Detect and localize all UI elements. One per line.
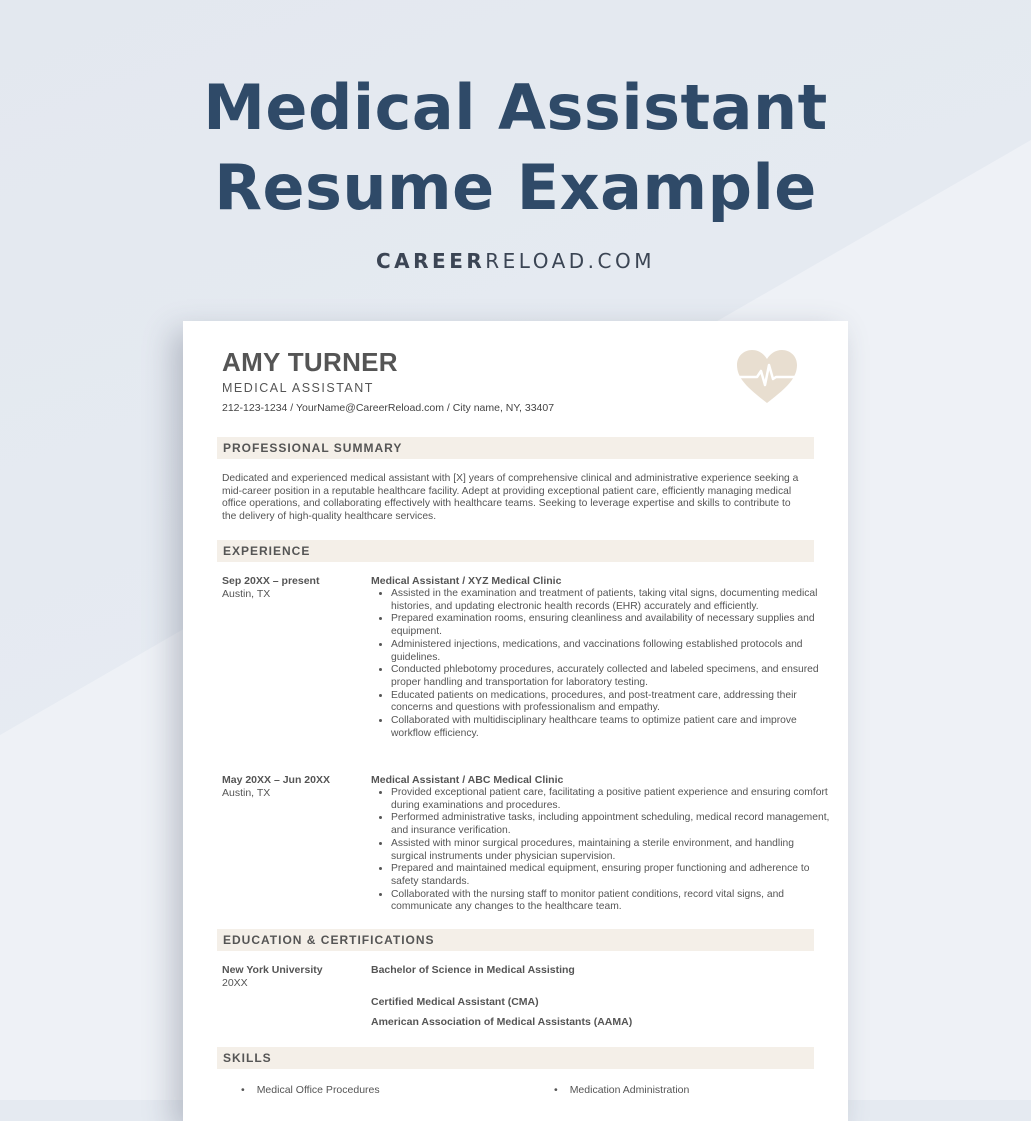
cert-title: Certified Medical Assistant (CMA) bbox=[371, 996, 539, 1008]
skill-item bbox=[241, 1084, 380, 1096]
section-education-title: EDUCATION & CERTIFICATIONS bbox=[223, 933, 435, 947]
job-bullet: • Educated patients on medications, procedures, and post-treatment care, addressing their concerns and questions with professionalism and empathy. bbox=[391, 690, 831, 715]
section-education-header bbox=[217, 929, 814, 951]
job-bullet: • Assisted with minor surgical procedures, maintaining a sterile environment, and handling surgical instruments under physician supervision. bbox=[391, 838, 831, 863]
section-summary-title: PROFESSIONAL SUMMARY bbox=[223, 441, 403, 455]
section-skills-title: SKILLS bbox=[223, 1051, 272, 1065]
resume-contact: 212-123-1234 / YourName@CareerReload.com / City name, NY, 33407 bbox=[222, 402, 555, 414]
headline-line-2: Resume Example bbox=[214, 151, 817, 224]
page-headline bbox=[0, 68, 1031, 228]
resume-role: MEDICAL ASSISTANT bbox=[222, 381, 374, 395]
job-bullet: • Prepared examination rooms, ensuring cleanliness and availability of necessary supplies and equipment. bbox=[391, 613, 831, 638]
skill-label: Medication Administration bbox=[569, 1084, 690, 1096]
job-bullet: • Administered injections, medications, and vaccinations following established protocols and guidelines. bbox=[391, 639, 831, 664]
resume-page bbox=[183, 321, 848, 1121]
section-experience-header bbox=[217, 540, 814, 562]
brand-light: RELOAD.COM bbox=[485, 249, 656, 273]
brand-bold: CAREER bbox=[375, 249, 486, 273]
job-title: Medical Assistant / XYZ Medical Clinic bbox=[371, 575, 562, 587]
job-bullets bbox=[371, 588, 831, 740]
job-dates: Sep 20XX – present bbox=[222, 575, 320, 587]
job-location: Austin, TX bbox=[222, 787, 271, 799]
job-bullet: • Collaborated with the nursing staff to monitor patient conditions, record vital signs, and communicate any changes to the healthcare team. bbox=[391, 889, 831, 914]
skill-item bbox=[554, 1084, 689, 1096]
job-dates: May 20XX – Jun 20XX bbox=[222, 774, 330, 786]
cert-org: American Association of Medical Assistants (AAMA) bbox=[371, 1016, 633, 1028]
heart-pulse-icon bbox=[735, 349, 799, 405]
bullet-icon: • bbox=[554, 1084, 558, 1096]
job-bullet: • Assisted in the examination and treatment of patients, taking vital signs, documenting medical histories, and updating electronic health records (EHR) accurately and efficiently. bbox=[391, 588, 831, 613]
edu-degree: Bachelor of Science in Medical Assisting bbox=[371, 964, 575, 976]
headline-line-1: Medical Assistant bbox=[203, 71, 828, 144]
section-skills-header bbox=[217, 1047, 814, 1069]
job-bullets bbox=[371, 787, 831, 914]
job-bullet: • Provided exceptional patient care, facilitating a positive patient experience and ensuring comfort during examinations and procedures. bbox=[391, 787, 831, 812]
summary-text: Dedicated and experienced medical assistant with [X] years of comprehensive clinical and administrative experience seeking a mid-career position in a reputable healthcare facility. Adept at providing exceptional patient care, efficiently managing medical office operations, and collaborating effectively with healthcare teams. Seeking to leverage expertise and skills to contribute to the delivery of high-quality healthcare services. bbox=[222, 473, 799, 522]
job-bullet: • Performed administrative tasks, including appointment scheduling, medical record management, and insurance verification. bbox=[391, 812, 831, 837]
brand-wordmark bbox=[0, 249, 1031, 273]
section-summary-header bbox=[217, 437, 814, 459]
edu-school: New York University bbox=[222, 964, 323, 976]
job-title: Medical Assistant / ABC Medical Clinic bbox=[371, 774, 564, 786]
skill-label: Medical Office Procedures bbox=[256, 1084, 380, 1096]
resume-name: AMY TURNER bbox=[222, 347, 398, 377]
job-bullet: • Collaborated with multidisciplinary healthcare teams to optimize patient care and improve workflow efficiency. bbox=[391, 715, 831, 740]
job-location: Austin, TX bbox=[222, 588, 271, 600]
edu-year: 20XX bbox=[222, 977, 248, 989]
job-bullet: • Prepared and maintained medical equipment, ensuring proper functioning and adherence to safety standards. bbox=[391, 863, 831, 888]
section-experience-title: EXPERIENCE bbox=[223, 544, 311, 558]
bullet-icon: • bbox=[241, 1084, 245, 1096]
job-bullet: • Conducted phlebotomy procedures, accurately collected and labeled specimens, and ensured proper handling and transportation for laboratory testing. bbox=[391, 664, 831, 689]
